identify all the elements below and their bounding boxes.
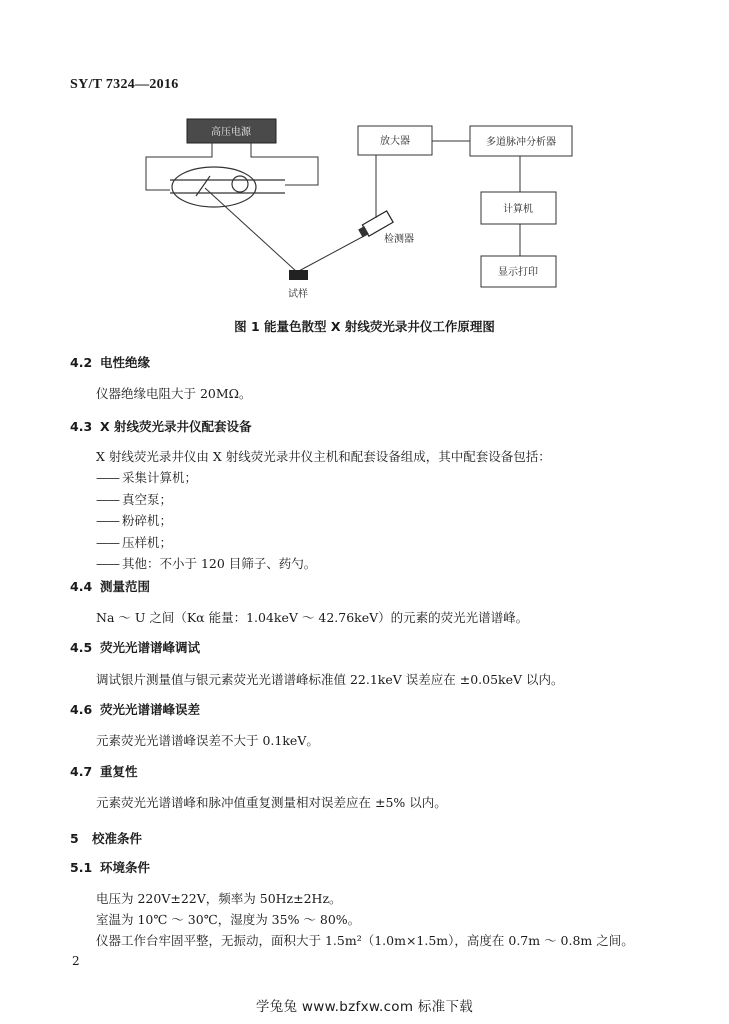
heading-4-5: 4.5 荧光光谱谱峰调试 — [70, 640, 201, 655]
list-item: —— 真空泵； — [96, 491, 173, 507]
hv-power-label: 高压电源 — [211, 127, 251, 138]
mca-box — [470, 126, 572, 156]
heading-4-4: 4.4 测量范围 — [70, 579, 151, 594]
para-4-3: X 射线荧光录井仪由 X 射线荧光录井仪主机和配套设备组成，其中配套设备包括： — [96, 449, 551, 464]
figure-caption: 图 1 能量色散型 X 射线荧光录井仪工作原理图 — [234, 319, 495, 334]
display-label: 显示打印 — [498, 267, 538, 278]
working-principle-diagram — [0, 0, 729, 310]
computer-box — [481, 192, 556, 224]
amplifier-label: 放大器 — [380, 136, 410, 147]
list-item: —— 压样机； — [96, 534, 173, 550]
beam-paths — [205, 188, 364, 272]
sample-label: 试样 — [288, 289, 308, 300]
hv-power-box — [187, 119, 276, 143]
display-box — [481, 256, 556, 287]
heading-4-3: 4.3 X 射线荧光录井仪配套设备 — [70, 419, 252, 434]
page-number: 2 — [72, 954, 80, 968]
amplifier-box — [358, 126, 432, 155]
heading-5: 5 校准条件 — [70, 831, 143, 846]
standard-code: SY/T 7324—2016 — [70, 77, 179, 92]
detector — [357, 211, 414, 245]
para-5-1-line-2: 室温为 10℃ ～ 30℃，湿度为 35% ～ 80%。 — [96, 912, 361, 927]
list-item: —— 粉碎机； — [96, 513, 173, 528]
para-4-2: 仪器绝缘电阻大于 20MΩ。 — [96, 386, 252, 401]
heading-4-7: 4.7 重复性 — [70, 764, 138, 779]
sample-block — [288, 270, 308, 300]
heading-4-2: 4.2 电性绝缘 — [70, 355, 151, 370]
list-item: —— 采集计算机； — [96, 470, 198, 485]
mca-label: 多道脉冲分析器 — [486, 137, 556, 148]
computer-label: 计算机 — [503, 204, 533, 215]
para-4-5: 调试银片测量值与银元素荧光光谱谱峰标准值 22.1keV 误差应在 ±0.05keV 以内。 — [96, 672, 564, 687]
para-5-1-line-1: 电压为 220V±22V，频率为 50Hz±2Hz。 — [96, 891, 342, 906]
para-5-1-line-3: 仪器工作台牢固平整，无振动，面积大于 1.5m²（1.0m×1.5m），高度在 0.7m ～ 0.8m 之间。 — [96, 933, 634, 948]
footer-watermark: 学兔兔 www.bzfxw.com 标准下载 — [255, 999, 474, 1015]
para-4-7: 元素荧光光谱谱峰和脉冲值重复测量相对误差应在 ±5% 以内。 — [96, 795, 447, 810]
para-4-4: Na ～ U 之间（Kα 能量：1.04keV ～ 42.76keV）的元素的荧光光谱谱峰。 — [96, 610, 529, 625]
para-4-6: 元素荧光光谱谱峰误差不大于 0.1keV。 — [96, 733, 319, 748]
xray-tube — [170, 167, 285, 207]
list-item: —— 其他：不小于 120 目筛子、药勺。 — [96, 556, 317, 571]
detector-label: 检测器 — [384, 234, 414, 245]
heading-4-6: 4.6 荧光光谱谱峰误差 — [70, 702, 201, 717]
heading-5-1: 5.1 环境条件 — [70, 860, 151, 875]
equipment-list — [96, 467, 316, 575]
